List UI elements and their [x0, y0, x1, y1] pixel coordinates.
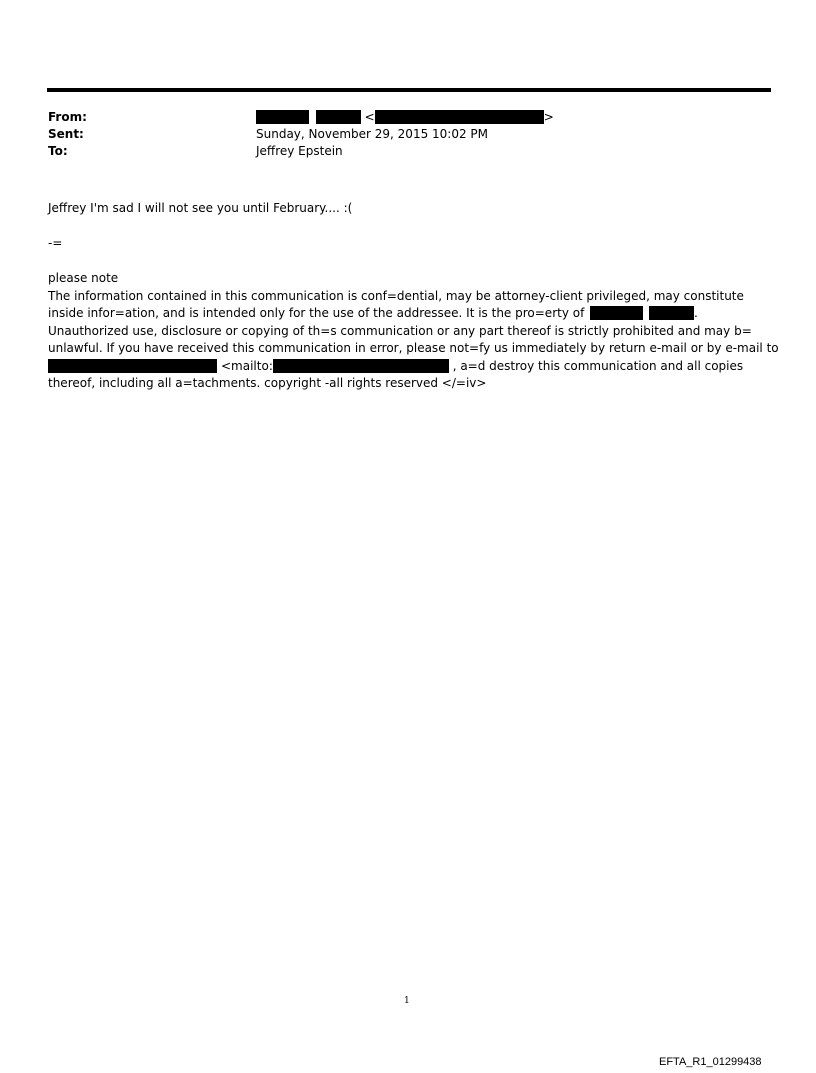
redaction-block	[375, 110, 544, 124]
disclaimer-line-5-text: , a=d destroy this communication and all copies	[452, 359, 744, 373]
from-value	[256, 109, 554, 125]
signature-marker: -=	[48, 236, 63, 250]
redaction-block	[256, 110, 309, 124]
document-id: EFTA_R1_01299438	[659, 1056, 762, 1068]
disclaimer-line-6: thereof, including all a=tachments. copyright -all rights reserved </=iv>	[48, 376, 487, 390]
disclaimer-line-2-text: inside infor=ation, and is intended only for the use of the addressee. It is the pro=erty of	[48, 306, 585, 320]
mailto-prefix: <mailto:	[221, 359, 273, 373]
disclaimer-line-3: Unauthorized use, disclosure or copying of th=s communication or any part thereof is strictly prohibited and may b=	[48, 324, 752, 338]
to-value: Jeffrey Epstein	[256, 144, 343, 158]
redaction-block	[48, 359, 217, 373]
redaction-block	[590, 306, 643, 320]
disclaimer-line-2	[48, 305, 698, 323]
from-lt: <	[364, 110, 375, 124]
from-gt: >	[543, 110, 554, 124]
redaction-block	[273, 359, 449, 373]
from-label: From:	[48, 110, 87, 124]
disclaimer-line-1: The information contained in this communication is conf=dential, may be attorney-client privileged, may constitute	[48, 289, 744, 303]
sent-label: Sent:	[48, 127, 84, 141]
redaction-block	[316, 110, 361, 124]
header-rule	[47, 88, 771, 92]
disclaimer-line-2-end: .	[693, 306, 698, 320]
disclaimer-line-4: unlawful. If you have received this communication in error, please not=fy us immediately by return e-mail or by e-mail to	[48, 341, 779, 355]
message-line: Jeffrey I'm sad I will not see you until February.... :(	[48, 201, 353, 215]
to-label: To:	[48, 144, 68, 158]
note-heading: please note	[48, 271, 119, 285]
disclaimer-line-5	[48, 358, 743, 376]
redaction-block	[649, 306, 694, 320]
sent-value: Sunday, November 29, 2015 10:02 PM	[256, 127, 489, 141]
page-number: 1	[404, 996, 410, 1006]
